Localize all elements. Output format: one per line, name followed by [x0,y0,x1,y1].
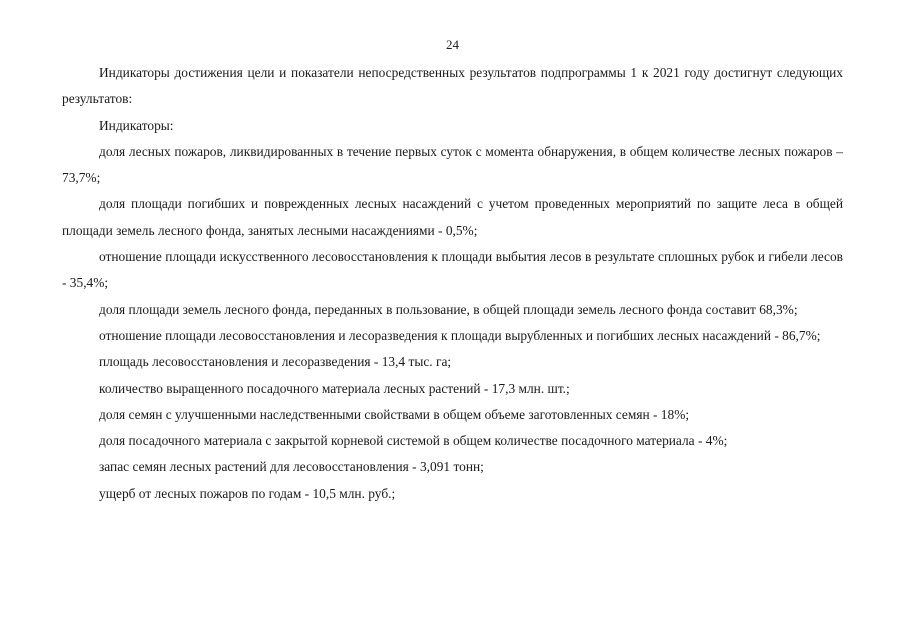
indicator-reforestation-area: площадь лесовосстановления и лесоразведения - 13,4 тыс. га; [99,354,452,370]
indicator-artificial-reforestation-ratio: отношение площади искусственного лесовосстановления к площади выбытия лесов в результате сплошных рубок и гибели лесов - 35,4%; [62,249,843,291]
indicator-damaged-forest-share: доля площади погибших и поврежденных лесных насаждений с учетом проведенных мероприятий по защите леса в общей площади земель лесного фонда, занятых лесными насаждениями - 0,5%; [62,196,843,238]
indicator-fire-liquidation: доля лесных пожаров, ликвидированных в течение первых суток с момента обнаружения, в общем количестве лесных пожаров – 73,7%; [62,143,843,186]
indicator-reforestation-ratio: отношение площади лесовосстановления и лесоразведения к площади вырубленных и погибших лесных насаждений - 86,7%; [99,327,821,343]
indicators-heading: Индикаторы: [99,117,174,133]
indicator-seed-stock: запас семян лесных растений для лесовосстановления - 3,091 тонн; [99,459,484,475]
intro-paragraph: Индикаторы достижения цели и показатели непосредственных результатов подпрограммы 1 к 2021 году достигнут следующих результатов: [62,65,843,107]
indicator-planting-material: количество выращенного посадочного материала лесных растений - 17,3 млн. шт.; [99,380,570,396]
indicator-improved-seeds-share: доля семян с улучшенными наследственными свойствами в общем объеме заготовленных семян - 18%; [99,406,690,422]
document-body [62,60,843,507]
indicator-fire-damage: ущерб от лесных пожаров по годам - 10,5 млн. руб.; [99,485,396,501]
indicator-closed-root-share: доля посадочного материала с закрытой корневой системой в общем количестве посадочного материала - 4%; [99,433,728,449]
page-number: 24 [446,37,459,52]
indicator-leased-land-share: доля площади земель лесного фонда, переданных в пользование, в общей площади земель лесного фонда составит 68,3%; [99,301,798,317]
